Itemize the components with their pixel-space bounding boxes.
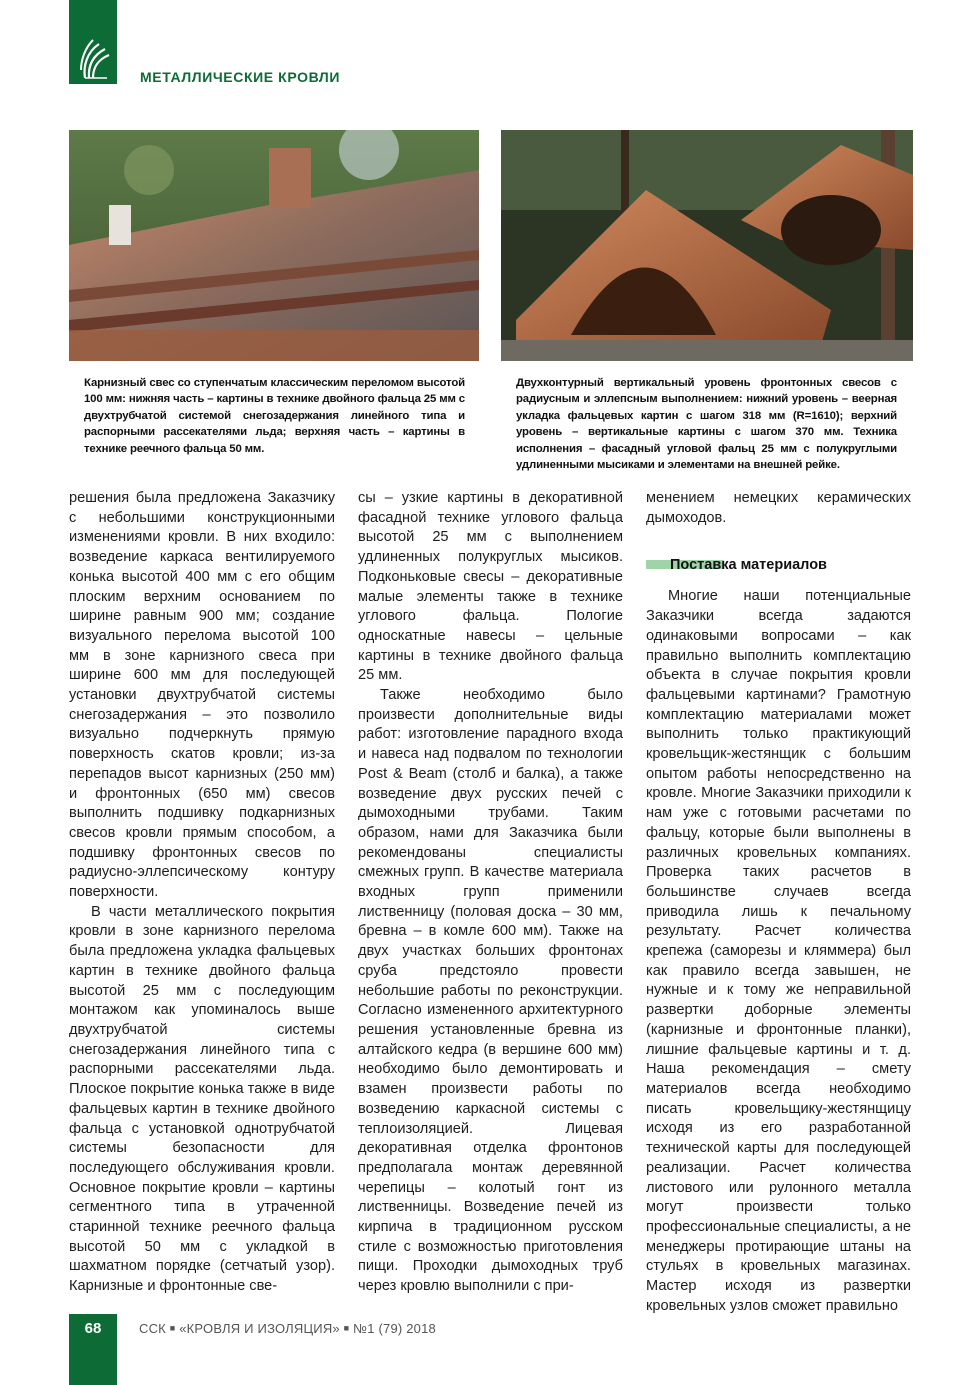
- photo-eaves-snow-guard: [69, 130, 479, 361]
- paragraph: Также необходимо было произвести дополнительные виды работ: изготовление парадного входа и навеса над подвалом по технологии Post & Beam (столб и балка), а также возведение двух русских печей с дымоходными трубами. Таким образом, нами для Заказчика были рекомендованы специалисты смежных групп. В качестве материала входных групп применили лиственницу (половая доска – 30 мм, бревна – в комле 600 мм). Также на двух участках больших фронтонах сруба предстояло провести небольшие работы по реконструкции. Согласно измененного архитектурного решения установленные бревна из алтайского кедра (в вершине 600 мм) необходимо было демонтировать и взамен произвести работы по возведению каркасной системы с теплоизоляцией. Лицевая декоративная отделка фронтонов предполагала монтаж деревянной черепицы – колотый гонт из лиственницы. Возведение печей из кирпича в традиционном русском стиле с возможностью приготовления пищи. Проходки дымоходных труб через кровлю выполнили с при-: [358, 687, 623, 1295]
- header-tab: [69, 0, 117, 84]
- photo-caption-left: Карнизный свес со ступенчатым классическим переломом высотой 100 мм: нижняя часть – картины в технике двойного фальца 25 мм с двухтрубчатой системой снегозадержания линейного типа и распорными рассекателями льда; верхняя часть – картины в технике реечного фальца 50 мм.: [84, 377, 465, 455]
- footer-publication: [139, 1321, 436, 1336]
- footer-issue: №1 (79) 2018: [353, 1321, 436, 1336]
- footer-tab: [69, 1314, 117, 1385]
- paragraph: сы – узкие картины в декоративной фасадной технике углового фальца высотой 25 мм с выполнением удлиненных полукруглых мысиков. Подконьковые свесы – декоративные малые элементы также в технике углового фальца. Пологие односкатные навесы – цельные картины в технике двойного фальца 25 мм.: [358, 490, 623, 684]
- paragraph: менением немецких керамических дымоходов.: [646, 490, 911, 526]
- article-column-3: [646, 489, 911, 1316]
- paragraph: решения была предложена Заказчику с небольшими конструкционными изменениями кровли. В них входило: возведение каркаса вентилируемого конька высотой 400 мм с его общим плоским верхним основанием по ширине равным 900 мм; создание визуального перелома высотой 100 мм в зоне карнизного свеса при ширине 600 мм для последующей установки двухтрубчатой системы снегозадержания – это позволило визуально подчеркнуть прямую поверхность скатов кровли; из-за перепадов высот карнизных (250 мм) и фронтонных (650 мм) свесов выполнить подшивку подкарнизных свесов кровли прямым способом, а подшивку фронтонных свесов по радиусно-эллепсическому контуру поверхности.: [69, 490, 335, 901]
- footer-separator: ■: [343, 1323, 350, 1333]
- paragraph: Многие наши потенциальные Заказчики всегда задаются одинаковыми вопросами – как правильно выполнить комплектацию объекта в случае покрытия кровли фальцевыми картинами? Грамотную комплектацию материалами может выполнить только практикующий кровельщик-жестянщик с большим опытом работы непосредственно на кровле. Многие Заказчики приходили к нам уже с готовыми расчетами по фальцу, которые были выполнены в различных кровельных компаниях. Проверка таких расчетов в большинстве случаев всегда приводила лишь к печальному результату. Расчет количества крепежа (саморезы и кляммера) был как правило всегда завышен, не нужные и к тому же неправильной развертки доборные элементы (карнизные и фронтонные планки), лишние фальцевые картины и т. д. Наша рекомендация – смету материалов всегда необходимо писать кровельщику-жестянщицу исходя из его разработанной технической карты для последующей реализации. Расчет количества листового или рулонного металла могут произвести только профессиональные специалисты, а не менеджеры протирающие штаны на стульях в кровельных магазинах. Мастер исходя из развертки кровельных узлов сможет правильно: [646, 588, 911, 1314]
- paragraph: В части металлического покрытия кровли в зоне карнизного перелома была предложена укладка фальцевых картин в технике двойного фальца высотой 25 мм с последующим монтажом как упоминалось выше двухтрубчатой системы снегозадержания линейного типа с распорными рассекателями льда. Плоское покрытие конька также в виде фальцевых картин в технике двойного фальца с установкой однотрубчатой системы безопасности для последующего обслуживания кровли. Основное покрытие кровли – картины сегментного типа в утраченной старинной технике реечного фальца высотой 50 мм с укладкой в шахматном порядке (сетчатый узор). Карнизные и фронтонные све-: [69, 903, 335, 1295]
- section-title: МЕТАЛЛИЧЕСКИЕ КРОВЛИ: [140, 69, 341, 85]
- footer-magazine: «КРОВЛЯ И ИЗОЛЯЦИЯ»: [179, 1321, 340, 1336]
- article-column-1: [69, 489, 335, 1297]
- footer-publisher: ССК: [139, 1321, 166, 1336]
- subheading-text: Поставка материалов: [670, 557, 827, 574]
- section-subheading: [646, 556, 911, 576]
- page-number: 68: [84, 1320, 102, 1337]
- footer-separator: ■: [169, 1323, 176, 1333]
- photo-gable-overhangs: [501, 130, 913, 361]
- photo-caption-right: Двухконтурный вертикальный уровень фронтонных свесов с радиусным и эллепсным выполнением: нижний уровень – веерная укладка фальцевых картин с шагом 318 мм (R=1610); верхний уровень – вертикальные картины с шагом 370 мм. Техника исполнения – фасадный угловой фальц 25 мм с полукруглыми удлиненными мысиками и элементами на внешней рейке.: [516, 377, 897, 472]
- article-column-2: [358, 489, 623, 1297]
- company-logo-icon: [77, 32, 111, 80]
